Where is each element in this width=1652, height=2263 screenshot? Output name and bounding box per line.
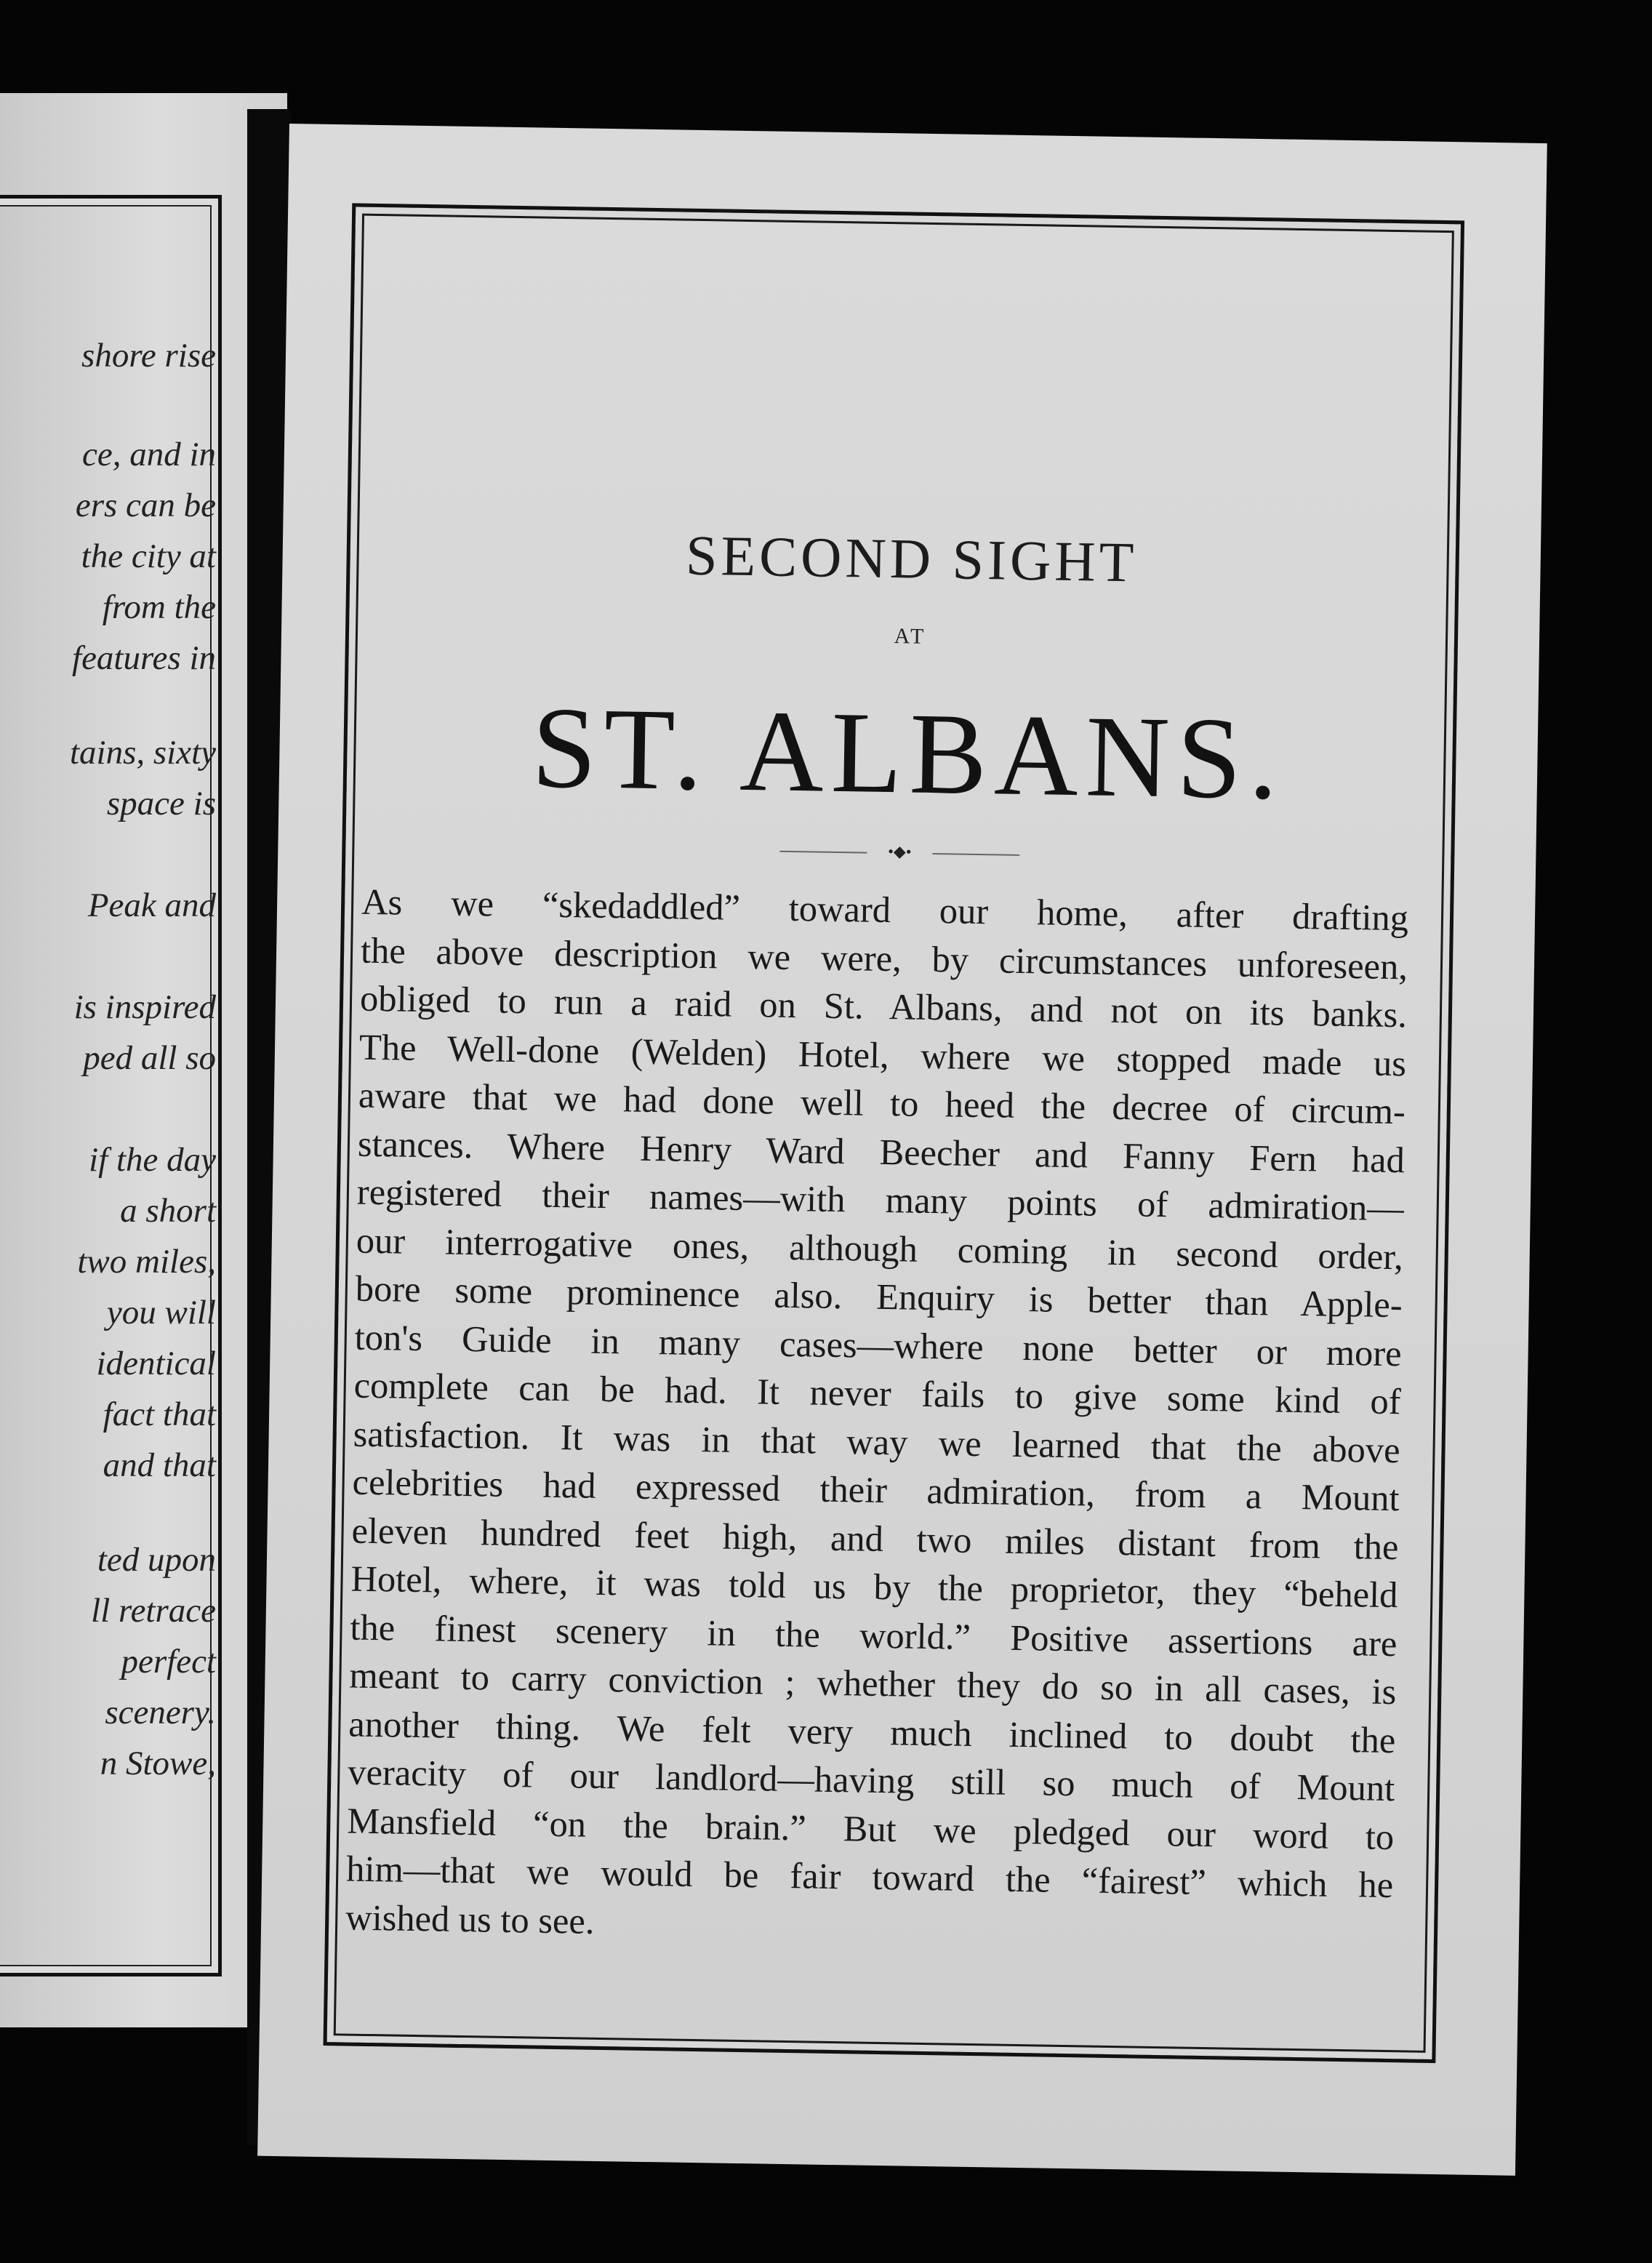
previous-page-line: you will — [106, 1294, 216, 1331]
previous-page-line: perfect — [121, 1643, 216, 1681]
body-line: wished us to see. — [345, 1896, 595, 1942]
previous-page-line: ce, and in — [81, 436, 216, 473]
body-line: ton's Guide in many cases—where none better or more — [354, 1316, 1403, 1374]
previous-page-line: space is — [106, 785, 216, 822]
previous-page-line: ped all so — [83, 1039, 216, 1077]
body-line: celebrities had expressed their admiration, from a Mount — [352, 1461, 1400, 1519]
body-line: Mansfield “on the brain.” But we pledged our word to — [346, 1800, 1395, 1857]
previous-page-line: fact that — [103, 1395, 216, 1433]
ornament-rule-left — [779, 851, 867, 854]
previous-page-line: and that — [103, 1446, 216, 1484]
body-line: complete can be had. It never fails to give some kind of — [353, 1364, 1402, 1422]
previous-page-line: the city at — [81, 537, 216, 575]
body-line: obliged to run a raid on St. Albans, and not on its banks. — [359, 977, 1408, 1036]
ornament-rule-right — [932, 853, 1019, 856]
previous-page-fragment — [0, 93, 287, 2027]
previous-page-line: if the day — [89, 1141, 216, 1179]
previous-page-line: Peak and — [87, 886, 216, 924]
main-page — [257, 124, 1547, 2176]
previous-page-line: shore rise — [81, 337, 216, 375]
previous-page-line: is inspired — [73, 988, 216, 1026]
previous-page-line: tains, sixty — [69, 734, 216, 772]
previous-page-line: features in — [72, 639, 216, 677]
previous-page-line: ted upon — [97, 1541, 216, 1579]
body-line: meant to carry conviction ; whether they do so in all cases, is — [349, 1654, 1397, 1713]
previous-page-line: scenery. — [105, 1694, 216, 1731]
body-line: aware that we had done well to heed the decree of circum- — [358, 1074, 1406, 1132]
body-line: the finest scenery in the world.” Positive assertions are — [350, 1606, 1398, 1664]
title-ornament — [779, 841, 1019, 866]
title-st-albans: ST. ALBANS. — [531, 682, 1286, 824]
body-line: As we “skedaddled” toward our home, after drafting — [361, 881, 1409, 939]
previous-page-line: identical — [96, 1345, 216, 1382]
body-line: him—that we would be fair toward the “fairest” which he — [345, 1848, 1394, 1906]
body-line: stances. Where Henry Ward Beecher and Fanny Fern had — [357, 1123, 1406, 1180]
body-line: registered their names—with many points of admiration— — [356, 1171, 1405, 1229]
previous-page-line: a short — [120, 1192, 216, 1230]
previous-page-line: ers can be — [75, 486, 216, 524]
title-at: AT — [894, 624, 927, 649]
body-line: the above description we were, by circumstances unforeseen, — [360, 929, 1408, 987]
previous-page-line: n Stowe, — [100, 1745, 216, 1782]
ornament-dots: •◆• — [888, 842, 912, 861]
previous-page-line: ll retrace — [91, 1592, 216, 1630]
previous-page-line: from the — [102, 588, 216, 626]
body-line: The Well-done (Welden) Hotel, where we stopped made us — [358, 1026, 1407, 1084]
body-line: veracity of our landlord—having still so much of Mount — [347, 1751, 1395, 1809]
body-line: bore some prominence also. Enquiry is better than Apple- — [355, 1267, 1403, 1326]
body-line: satisfaction. It was in that way we learned that the above — [353, 1413, 1400, 1470]
body-line: eleven hundred feet high, and two miles distant from the — [351, 1510, 1399, 1567]
body-line: Hotel, where, it was told us by the proprietor, they “beheld — [350, 1558, 1398, 1616]
body-line: another thing. We felt very much inclined to doubt the — [348, 1703, 1396, 1761]
body-paragraph — [325, 877, 1430, 1958]
previous-page-line: two miles, — [77, 1243, 216, 1281]
body-line: our interrogative ones, although coming in second order, — [356, 1219, 1404, 1277]
title-second-sight: SECOND SIGHT — [685, 523, 1138, 594]
